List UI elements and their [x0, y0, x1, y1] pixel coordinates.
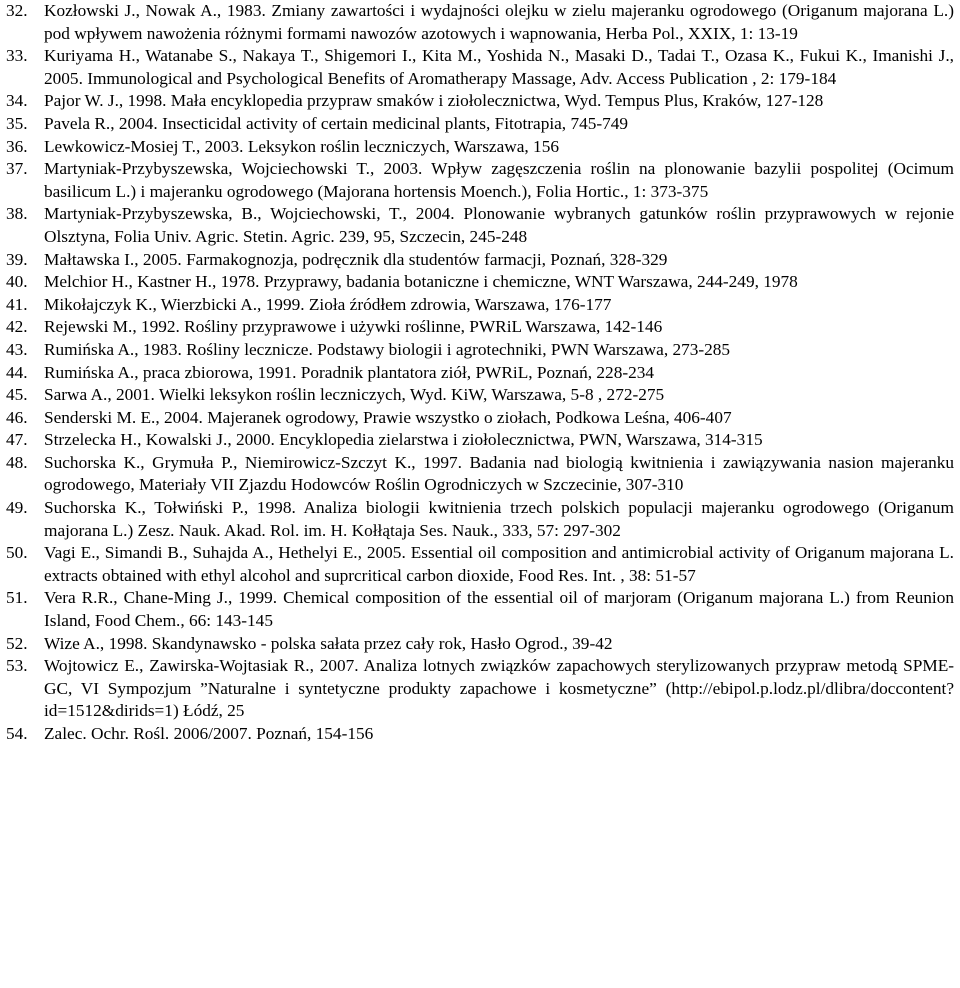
reference-number: 41. [6, 294, 28, 314]
reference-text: Rumińska A., 1983. Rośliny lecznicze. Podstawy biologii i agrotechniki, PWN Warszawa, 273-285 [44, 339, 731, 359]
reference-item [0, 271, 960, 294]
reference-text: Zalec. Ochr. Rośl. 2006/2007. Poznań, 154-156 [44, 724, 374, 743]
reference-item [0, 497, 960, 542]
reference-number: 38. [6, 204, 28, 224]
reference-number: 52. [6, 633, 28, 653]
reference-number: 44. [6, 362, 28, 382]
reference-text: Vagi E., Simandi B., Suhajda A., Hethelyi E., 2005. Essential oil composition and antimicrobial activity of Origanum majorana L. extracts obtained with ethyl alcohol and suprcritical carbon dioxide, Food Res. Int. , 38: 51-57 [44, 543, 954, 585]
reference-item [0, 203, 960, 248]
reference-text: Suchorska K., Tołwiński P., 1998. Analiza biologii kwitnienia trzech polskich populacji majeranku ogrodowego (Origanum majorana L.) Zesz. Nauk. Akad. Rol. im. H. Kołłątaja Ses. Nauk., 333, 57: 297-302 [44, 498, 954, 540]
reference-item [0, 384, 960, 407]
reference-text: Sarwa A., 2001. Wielki leksykon roślin leczniczych, Wyd. KiW, Warszawa, 5-8 , 272-275 [44, 385, 665, 405]
reference-item [0, 633, 960, 656]
reference-number: 43. [6, 339, 28, 359]
reference-item [0, 249, 960, 272]
reference-text: Wojtowicz E., Zawirska-Wojtasiak R., 2007. Analiza lotnych związków zapachowych sterylizowanych przypraw metodą SPME-GC, VI Sympozjum ”Naturalne i syntetyczne produkty zapachowe i kosmetyczne” (http://ebipol.p.lodz.pl/dlibra/doccontent?id=1512&dirids=1) Łódź, 25 [44, 656, 954, 721]
reference-item [0, 407, 960, 430]
reference-text: Lewkowicz-Mosiej T., 2003. Leksykon roślin leczniczych, Warszawa, 156 [44, 136, 559, 156]
reference-item [0, 587, 960, 632]
reference-item [0, 45, 960, 90]
reference-text: Rumińska A., praca zbiorowa, 1991. Poradnik plantatora ziół, PWRiL, Poznań, 228-234 [44, 362, 655, 382]
reference-text: Kuriyama H., Watanabe S., Nakaya T., Shigemori I., Kita M., Yoshida N., Masaki D., Tadai T., Ozasa K., Fukui K., Imanishi J., 2005. Immunological and Psychological Benefits of Aromatherapy Massage, Adv. Access Publication , 2: 179-184 [44, 46, 954, 88]
reference-number: 40. [6, 272, 28, 292]
reference-item [0, 113, 960, 136]
reference-item [0, 362, 960, 385]
reference-item [0, 723, 960, 746]
reference-text: Martyniak-Przybyszewska, Wojciechowski T., 2003. Wpływ zagęszczenia roślin na plonowanie bazylii pospolitej (Ocimum basilicum L.) i majeranku ogrodowego (Majorana hortensis Moench.), Folia Hortic., 1: 373-375 [44, 159, 954, 201]
reference-text: Małtawska I., 2005. Farmakognozja, podręcznik dla studentów farmacji, Poznań, 328-329 [44, 249, 668, 269]
reference-number: 34. [6, 91, 28, 111]
reference-number: 48. [6, 452, 28, 472]
reference-number: 54. [6, 724, 28, 743]
reference-item [0, 542, 960, 587]
reference-number: 42. [6, 317, 28, 337]
reference-number: 32. [6, 1, 28, 20]
reference-text: Pajor W. J., 1998. Mała encyklopedia przypraw smaków i ziołolecznictwa, Wyd. Tempus Plus, Kraków, 127-128 [44, 91, 824, 111]
reference-item [0, 158, 960, 203]
reference-text: Martyniak-Przybyszewska, B., Wojciechowski, T., 2004. Plonowanie wybranych gatunków roślin przyprawowych w rejonie Olsztyna, Folia Univ. Agric. Stetin. Agric. 239, 95, Szczecin, 245-248 [44, 204, 954, 246]
reference-number: 53. [6, 656, 28, 676]
reference-item [0, 339, 960, 362]
reference-number: 50. [6, 543, 28, 563]
reference-text: Melchior H., Kastner H., 1978. Przyprawy, badania botaniczne i chemiczne, WNT Warszawa, 244-249, 1978 [44, 272, 798, 292]
reference-number: 33. [6, 46, 28, 66]
reference-text: Suchorska K., Grymuła P., Niemirowicz-Szczyt K., 1997. Badania nad biologią kwitnienia i zawiązywania nasion majeranku ogrodowego, Materiały VII Zjazdu Hodowców Roślin Ogrodniczych w Szczecinie, 307-310 [44, 452, 954, 495]
reference-item [0, 294, 960, 317]
reference-number: 35. [6, 113, 28, 133]
reference-text: Senderski M. E., 2004. Majeranek ogrodowy, Prawie wszystko o ziołach, Podkowa Leśna, 406-407 [44, 407, 732, 427]
reference-item [0, 136, 960, 159]
reference-text: Strzelecka H., Kowalski J., 2000. Encyklopedia zielarstwa i ziołolecznictwa, PWN, Warszawa, 314-315 [44, 430, 763, 450]
reference-item [0, 316, 960, 339]
reference-number: 46. [6, 407, 28, 427]
reference-number: 45. [6, 385, 28, 405]
reference-item [0, 429, 960, 452]
reference-number: 47. [6, 430, 28, 450]
reference-text: Wize A., 1998. Skandynawsko - polska sałata przez cały rok, Hasło Ogrod., 39-42 [44, 633, 613, 653]
reference-number: 39. [6, 249, 28, 269]
reference-item [0, 0, 960, 45]
reference-item [0, 452, 960, 497]
reference-item [0, 655, 960, 723]
reference-text: Mikołajczyk K., Wierzbicki A., 1999. Zioła źródłem zdrowia, Warszawa, 176-177 [44, 294, 612, 314]
reference-text: Pavela R., 2004. Insecticidal activity of certain medicinal plants, Fitotrapia, 745-749 [44, 113, 629, 133]
reference-number: 51. [6, 588, 28, 608]
reference-number: 36. [6, 136, 28, 156]
reference-text: Kozłowski J., Nowak A., 1983. Zmiany zawartości i wydajności olejku w zielu majeranku ogrodowego (Origanum majorana L.) pod wpływem nawożenia różnymi formami nawozów azotowych i wapnowania, Herba Pol., XXIX, 1: 13-19 [44, 1, 954, 43]
reference-number: 37. [6, 159, 28, 179]
reference-number: 49. [6, 498, 28, 518]
reference-item [0, 90, 960, 113]
reference-text: Vera R.R., Chane-Ming J., 1999. Chemical composition of the essential oil of marjoram (Origanum majorana L.) from Reunion Island, Food Chem., 66: 143-145 [44, 588, 954, 631]
reference-text: Rejewski M., 1992. Rośliny przyprawowe i używki roślinne, PWRiL Warszawa, 142-146 [44, 317, 663, 337]
